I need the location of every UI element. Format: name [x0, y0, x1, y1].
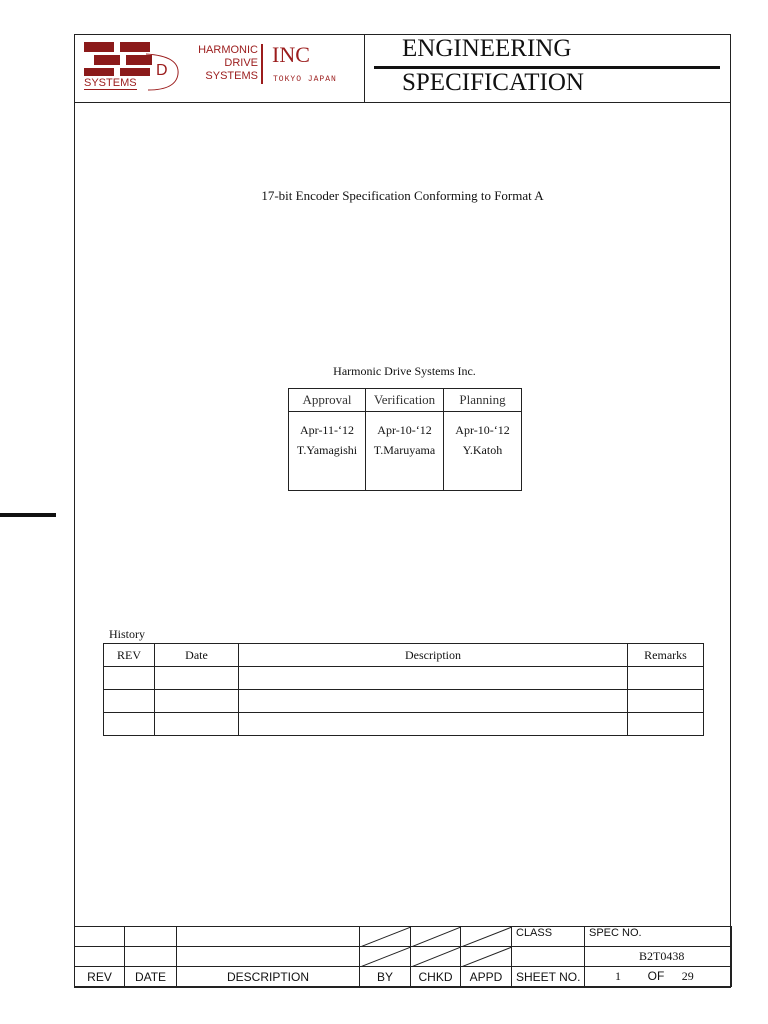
- history-col-description: Description: [239, 644, 628, 667]
- company-name: Harmonic Drive Systems Inc.: [333, 364, 476, 378]
- revision-block: [74, 926, 732, 987]
- verification-date: Apr-10-‘12: [377, 423, 432, 437]
- logo-inc: INC: [272, 42, 310, 67]
- verification-name: T.Maruyama: [373, 443, 436, 457]
- logo-company-name: HARMONIC DRIVE SYSTEMS: [198, 44, 258, 82]
- verification-header: Verification: [366, 389, 444, 412]
- class-label: CLASS: [512, 927, 585, 947]
- table-row: [104, 690, 704, 713]
- spec-no-label: SPEC NO.: [585, 927, 732, 947]
- footer-col-appd: APPD: [461, 967, 512, 987]
- table-row: [104, 713, 704, 736]
- history-col-date: Date: [155, 644, 239, 667]
- sheet-total: 29: [681, 969, 694, 983]
- planning-header: Planning: [444, 389, 522, 412]
- header-divider: [74, 102, 731, 103]
- history-col-remarks: Remarks: [628, 644, 704, 667]
- sheet-of-label: OF: [647, 969, 665, 983]
- logo-systems-small: SYSTEMS: [84, 77, 137, 89]
- footer-col-rev: REV: [75, 967, 125, 987]
- planning-name: Y.Katoh: [462, 443, 503, 457]
- logo-arc-icon: [142, 52, 184, 92]
- spec-no-value: B2T0438: [585, 947, 732, 967]
- footer-col-chkd: CHKD: [411, 967, 461, 987]
- approval-date: Apr-11-‘12: [300, 423, 354, 437]
- sheet-no-label: SHEET NO.: [512, 967, 585, 987]
- approval-header: Approval: [289, 389, 366, 412]
- approval-table: [288, 388, 522, 491]
- footer-col-description: DESCRIPTION: [177, 967, 360, 987]
- planning-cell: [444, 412, 522, 491]
- history-header-row: [104, 644, 704, 667]
- document-title: 17-bit Encoder Specification Conforming to Format A: [261, 188, 544, 203]
- header-title-line1: ENGINEERING: [402, 35, 572, 62]
- logo-location: TOKYO JAPAN: [273, 75, 337, 84]
- page-frame: [74, 34, 731, 988]
- sheet-count: [585, 967, 732, 987]
- sheet-current: 1: [615, 969, 621, 983]
- approval-cell: [289, 412, 366, 491]
- logo-d-mark: D: [156, 62, 168, 79]
- verification-cell: [366, 412, 444, 491]
- table-row: [104, 667, 704, 690]
- history-label: History: [109, 627, 145, 641]
- footer-col-date: DATE: [125, 967, 177, 987]
- header-title-line2: SPECIFICATION: [402, 69, 584, 96]
- company-logo: [82, 42, 364, 96]
- header-vertical-divider: [364, 34, 365, 102]
- history-table: [103, 643, 704, 736]
- margin-mark: [0, 513, 56, 517]
- history-col-rev: REV: [104, 644, 155, 667]
- approval-name: T.Yamagishi: [296, 443, 358, 457]
- planning-date: Apr-10-‘12: [455, 423, 510, 437]
- footer-col-by: BY: [360, 967, 411, 987]
